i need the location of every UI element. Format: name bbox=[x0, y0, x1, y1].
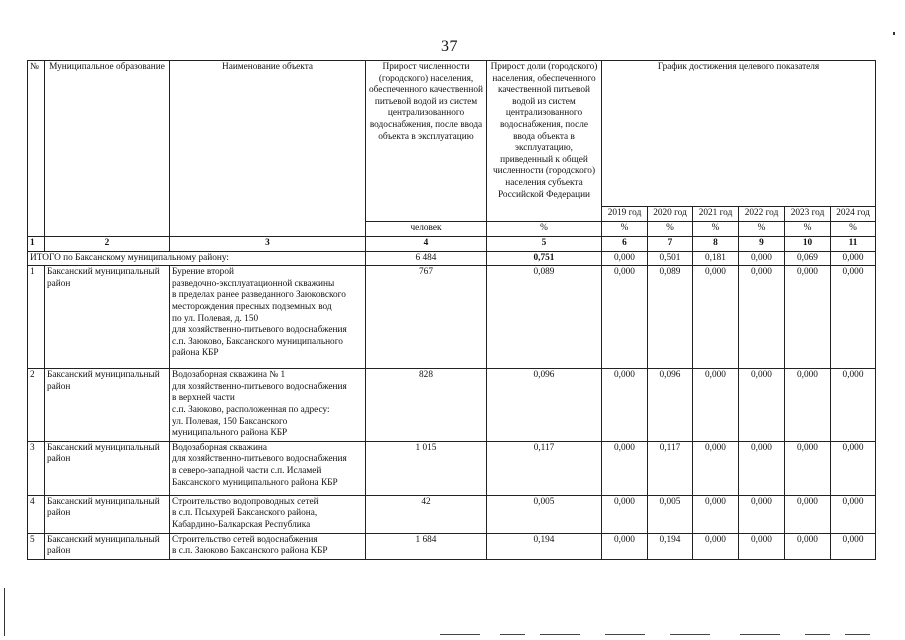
column-number: 8 bbox=[693, 236, 739, 251]
unit-percent: % bbox=[487, 221, 602, 236]
row-year-value: 0,000 bbox=[739, 441, 785, 495]
row-year-value: 0,000 bbox=[831, 495, 876, 533]
header-year: 2024 год bbox=[831, 207, 876, 222]
row-year-value: 0,000 bbox=[602, 533, 648, 559]
row-share: 0,005 bbox=[487, 495, 602, 533]
table-row bbox=[28, 441, 876, 495]
row-share: 0,089 bbox=[487, 266, 602, 369]
row-number: 2 bbox=[28, 369, 45, 442]
row-municipality: Баксанский муниципальный район bbox=[45, 369, 170, 442]
total-year-value: 0,000 bbox=[739, 251, 785, 266]
unit-percent: % bbox=[693, 221, 739, 236]
table-row bbox=[28, 533, 876, 559]
row-number: 5 bbox=[28, 533, 45, 559]
header-no: № bbox=[28, 61, 45, 237]
unit-percent: % bbox=[785, 221, 831, 236]
row-municipality: Баксанский муниципальный район bbox=[45, 533, 170, 559]
column-number: 2 bbox=[45, 236, 170, 251]
unit-percent: % bbox=[739, 221, 785, 236]
header-year: 2021 год bbox=[693, 207, 739, 222]
total-year-value: 0,501 bbox=[648, 251, 693, 266]
row-year-value: 0,000 bbox=[785, 369, 831, 442]
row-year-value: 0,000 bbox=[785, 495, 831, 533]
page-number: 37 bbox=[441, 38, 458, 55]
row-year-value: 0,000 bbox=[785, 266, 831, 369]
row-object: Бурение второй разведочно-эксплуатационной скважины в пределах ранее разведанного Заюковского месторождения пресных подземных вод по ул. Полевая, д. 150 для хозяйственно-питьевого водоснабжения с.п. Заюково, Баксанского муниципального района КБР bbox=[170, 266, 366, 369]
row-year-value: 0,194 bbox=[648, 533, 693, 559]
scan-artifact-line bbox=[605, 634, 645, 635]
header-schedule: График достижения целевого показателя bbox=[602, 61, 876, 207]
row-year-value: 0,000 bbox=[693, 266, 739, 369]
column-number: 6 bbox=[602, 236, 648, 251]
total-row bbox=[28, 251, 876, 266]
table-row bbox=[28, 495, 876, 533]
scan-artifact-line bbox=[670, 634, 710, 635]
row-number: 4 bbox=[28, 495, 45, 533]
total-label: ИТОГО по Баксанскому муниципальному району: bbox=[28, 251, 366, 266]
row-object: Строительство сетей водоснабжения в с.п. Заюково Баксанского района КБР bbox=[170, 533, 366, 559]
column-number: 1 bbox=[28, 236, 45, 251]
row-population: 767 bbox=[366, 266, 487, 369]
row-municipality: Баксанский муниципальный район bbox=[45, 441, 170, 495]
column-number: 9 bbox=[739, 236, 785, 251]
total-year-value: 0,069 bbox=[785, 251, 831, 266]
column-number: 10 bbox=[785, 236, 831, 251]
row-year-value: 0,000 bbox=[785, 533, 831, 559]
table-row bbox=[28, 266, 876, 369]
row-share: 0,096 bbox=[487, 369, 602, 442]
header-municipality: Муниципальное образование bbox=[45, 61, 170, 237]
row-share: 0,194 bbox=[487, 533, 602, 559]
column-number: 3 bbox=[170, 236, 366, 251]
unit-people: человек bbox=[366, 221, 487, 236]
row-year-value: 0,089 bbox=[648, 266, 693, 369]
row-year-value: 0,000 bbox=[739, 369, 785, 442]
scan-margin-line bbox=[4, 588, 5, 636]
row-year-value: 0,000 bbox=[693, 495, 739, 533]
row-population: 1 015 bbox=[366, 441, 487, 495]
row-year-value: 0,096 bbox=[648, 369, 693, 442]
scan-artifact-line bbox=[440, 634, 480, 635]
row-year-value: 0,000 bbox=[602, 495, 648, 533]
row-population: 828 bbox=[366, 369, 487, 442]
unit-percent: % bbox=[648, 221, 693, 236]
row-year-value: 0,000 bbox=[602, 369, 648, 442]
scan-artifact-line bbox=[740, 634, 780, 635]
row-municipality: Баксанский муниципальный район bbox=[45, 495, 170, 533]
row-year-value: 0,000 bbox=[739, 266, 785, 369]
row-year-value: 0,000 bbox=[831, 441, 876, 495]
header-year: 2020 год bbox=[648, 207, 693, 222]
table-row bbox=[28, 369, 876, 442]
column-number: 4 bbox=[366, 236, 487, 251]
row-municipality: Баксанский муниципальный район bbox=[45, 266, 170, 369]
header-share-increase: Прирост доли (городского) населения, обеспеченного качественной питьевой водой из систем централизованного водоснабжения, после ввода объекта в эксплуатацию, приведенный к общей численности (городского) населения субъекта Российской Федерации bbox=[487, 61, 602, 222]
row-object: Водозаборная скважина № 1 для хозяйственно-питьевого водоснабжения в верхней части с.п. Заюково, расположенная по адресу: ул. Полевая, 150 Баксанского муниципального района КБР bbox=[170, 369, 366, 442]
row-year-value: 0,000 bbox=[831, 533, 876, 559]
column-number: 5 bbox=[487, 236, 602, 251]
total-year-value: 0,000 bbox=[831, 251, 876, 266]
scan-artifact-line bbox=[540, 634, 580, 635]
total-year-value: 0,181 bbox=[693, 251, 739, 266]
row-year-value: 0,000 bbox=[602, 266, 648, 369]
row-year-value: 0,000 bbox=[693, 441, 739, 495]
scan-artifact-line bbox=[500, 634, 525, 635]
header-year: 2023 год bbox=[785, 207, 831, 222]
row-year-value: 0,000 bbox=[693, 369, 739, 442]
unit-percent: % bbox=[602, 221, 648, 236]
row-population: 42 bbox=[366, 495, 487, 533]
row-year-value: 0,005 bbox=[648, 495, 693, 533]
total-year-value: 0,000 bbox=[602, 251, 648, 266]
row-year-value: 0,000 bbox=[785, 441, 831, 495]
row-share: 0,117 bbox=[487, 441, 602, 495]
row-year-value: 0,000 bbox=[739, 533, 785, 559]
header-year: 2019 год bbox=[602, 207, 648, 222]
row-number: 1 bbox=[28, 266, 45, 369]
row-object: Строительство водопроводных сетей в с.п. Псыхурей Баксанского района, Кабардино-Балкарская Республика bbox=[170, 495, 366, 533]
row-year-value: 0,000 bbox=[602, 441, 648, 495]
row-year-value: 0,000 bbox=[831, 369, 876, 442]
header-population-increase: Прирост численности (городского) населения, обеспеченного качественной питьевой водой из систем централизованного водоснабжения, после ввода объекта в эксплуатацию bbox=[366, 61, 487, 222]
column-number: 11 bbox=[831, 236, 876, 251]
header-object-name: Наименование объекта bbox=[170, 61, 366, 237]
scan-speck bbox=[893, 32, 895, 35]
row-number: 3 bbox=[28, 441, 45, 495]
row-year-value: 0,117 bbox=[648, 441, 693, 495]
row-object: Водозаборная скважина для хозяйственно-питьевого водоснабжения в северо-западной части с.п. Исламей Баксанского муниципального района КБР bbox=[170, 441, 366, 495]
row-year-value: 0,000 bbox=[831, 266, 876, 369]
header-year: 2022 год bbox=[739, 207, 785, 222]
row-population: 1 684 bbox=[366, 533, 487, 559]
total-population: 6 484 bbox=[366, 251, 487, 266]
unit-percent: % bbox=[831, 221, 876, 236]
row-year-value: 0,000 bbox=[693, 533, 739, 559]
target-indicator-table bbox=[27, 60, 876, 560]
scan-artifact-line bbox=[845, 634, 870, 635]
column-number: 7 bbox=[648, 236, 693, 251]
row-year-value: 0,000 bbox=[739, 495, 785, 533]
scan-artifact-line bbox=[805, 634, 830, 635]
total-share: 0,751 bbox=[487, 251, 602, 266]
